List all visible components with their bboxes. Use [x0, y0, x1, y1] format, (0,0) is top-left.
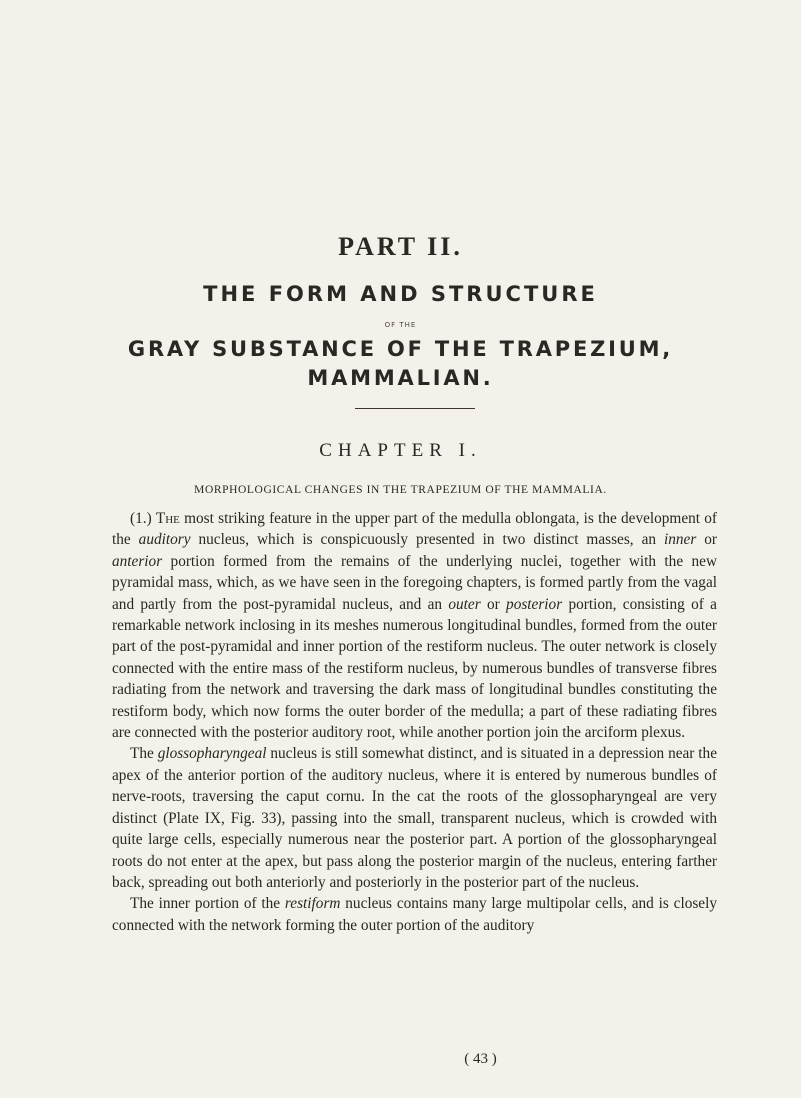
chapter-heading: CHAPTER I. — [319, 440, 482, 461]
subject-title-line-1: GRAY SUBSTANCE OF THE TRAPEZIUM, — [127, 337, 674, 361]
title-divider — [355, 408, 475, 409]
subject-title — [0, 335, 801, 393]
page-number: ( 43 ) — [464, 1051, 497, 1067]
body-text — [112, 508, 717, 936]
paragraph-1: (1.) The most striking feature in the upper part of the medulla oblongata, is the development of the auditory nucleus, which is conspicuously presented in two distinct masses, an inner or anterior portion formed from the remains of the underlying nuclei, together with the new pyramidal mass, which, as we have seen in the foregoing chapters, is formed partly from the vagal and partly from the post-pyramidal nucleus, and an outer or posterior portion, consisting of a remarkable network inclosing in its meshes numerous longitudinal bundles, formed from the outer part of the post-pyramidal and inner portion of the restiform nucleus. The outer network is closely connected with the entire mass of the restiform nucleus, by numerous bundles of transverse fibres radiating from the network and traversing the dark mass of longitudinal bundles constituting the restiform body, which now forms the outer border of the medulla; a part of these radiating fibres are connected with the posterior auditory root, while another portion join the arciform plexus. — [112, 510, 717, 742]
chapter-subtitle: MORPHOLOGICAL CHANGES IN THE TRAPEZIUM OF THE MAMMALIA. — [194, 484, 607, 496]
section-title: THE FORM AND STRUCTURE — [203, 282, 598, 306]
subject-title-line-2: MAMMALIAN. — [307, 366, 494, 390]
paragraph-3: The inner portion of the restiform nucleus contains many large multipolar cells, and is closely connected with the network forming the outer portion of the auditory — [112, 895, 717, 934]
part-title: PART II. — [338, 232, 463, 261]
paragraph-2: The glossopharyngeal nucleus is still somewhat distinct, and is situated in a depression near the apex of the anterior portion of the auditory nucleus, where it is entered by numerous bundles of nerve-roots, traversing the caput cornu. In the cat the roots of the glossopharyngeal are very distinct (Plate IX, Fig. 33), passing into the small, transparent nucleus, which is crowded with quite large cells, especially numerous near the posterior part. A portion of the glossopharyngeal roots do not enter at the apex, but pass along the posterior margin of the nucleus, entering farther back, spreading out both anteriorly and posteriorly in the posterior part of the nucleus. — [112, 745, 717, 891]
title-connector: OF THE — [384, 321, 417, 329]
